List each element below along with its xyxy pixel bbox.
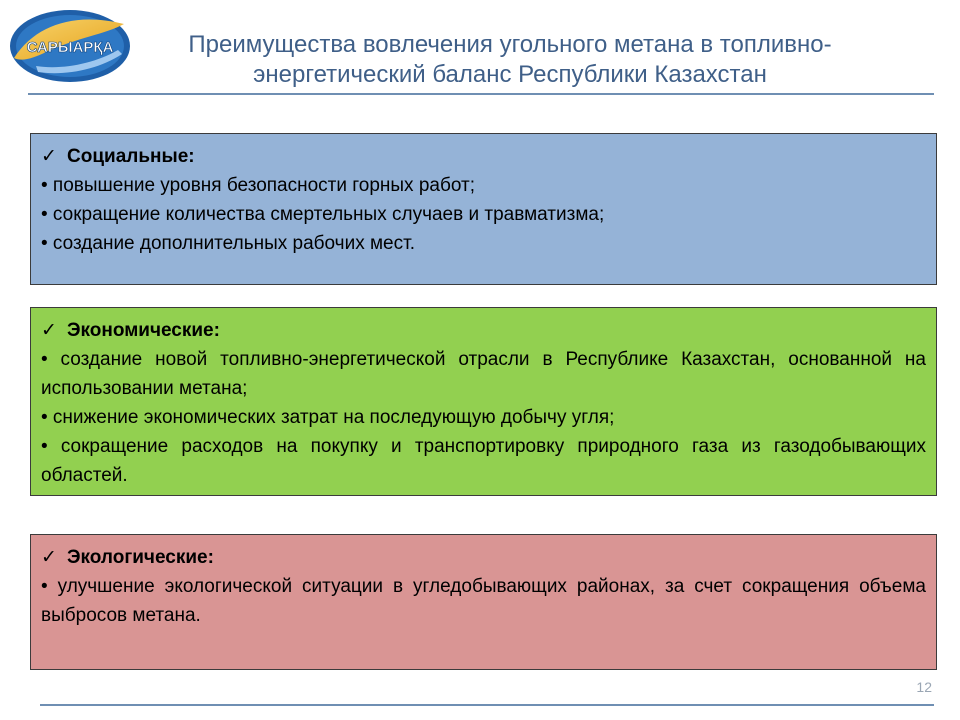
economic-item-2: • снижение экономических затрат на последующую добычу угля;	[41, 407, 615, 428]
ecological-item-1: • улучшение экологической ситуации в угледобывающих районах, за счет сокращения объема выбросов метана.	[41, 576, 926, 626]
economic-heading-text: Экономические:	[67, 320, 220, 341]
footer-divider	[40, 704, 934, 706]
logo-emblem	[6, 4, 134, 84]
social-heading-text: Социальные:	[67, 146, 195, 167]
checkmark-icon: ✓	[41, 146, 57, 167]
logo-text: САРЫАРҚА	[26, 39, 114, 56]
social-item-2: • сокращение количества смертельных случаев и травматизма;	[41, 204, 605, 225]
economic-heading	[41, 316, 926, 345]
title-divider	[28, 93, 934, 95]
checkmark-icon: ✓	[41, 547, 57, 568]
social-heading	[41, 142, 926, 171]
social-item-1: • повышение уровня безопасности горных работ;	[41, 175, 475, 196]
ecological-benefits-box	[30, 534, 937, 670]
slide-title	[128, 30, 892, 90]
economic-item-1: • создание новой топливно-энергетической отрасли в Республике Казахстан, основанной на использовании метана;	[41, 349, 926, 399]
ecological-heading	[41, 543, 926, 572]
page-number: 12	[916, 679, 932, 695]
social-item-3: • создание дополнительных рабочих мест.	[41, 233, 415, 254]
checkmark-icon: ✓	[41, 320, 57, 341]
slide-title-line-2: энергетический баланс Республики Казахстан	[253, 61, 767, 88]
economic-benefits-box	[30, 307, 937, 496]
social-benefits-box	[30, 133, 937, 285]
economic-item-3: • сокращение расходов на покупку и транспортировку природного газа из газодобывающих областей.	[41, 436, 926, 486]
ecological-heading-text: Экологические:	[67, 547, 214, 568]
saryarka-logo	[6, 4, 134, 84]
slide-title-line-1: Преимущества вовлечения угольного метана в топливно-	[188, 31, 832, 58]
